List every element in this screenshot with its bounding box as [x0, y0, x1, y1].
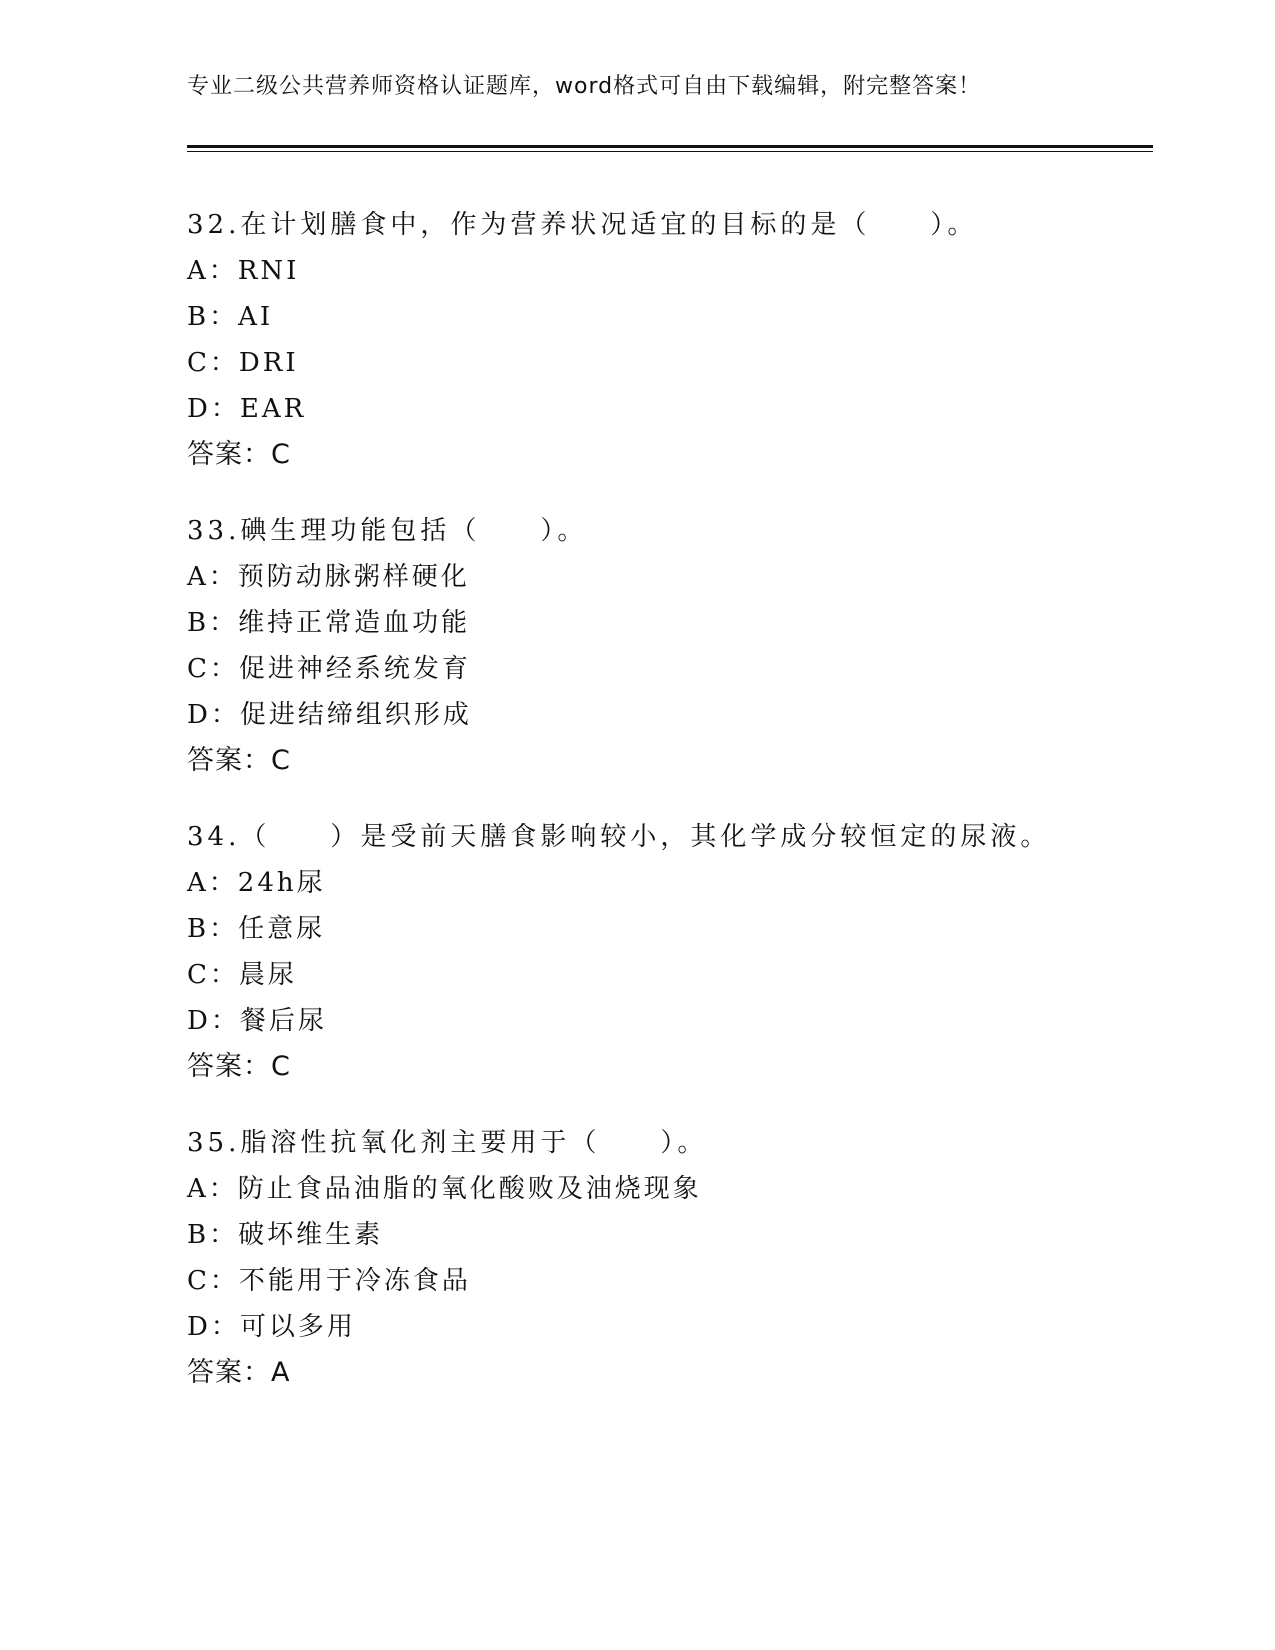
- option-d: D：餐后尿: [187, 1006, 327, 1036]
- option-a: A：预防动脉粥样硬化: [187, 562, 470, 592]
- option-b: B：破坏维生素: [187, 1220, 384, 1250]
- option-b: B：AI: [187, 302, 274, 332]
- option-a: A：RNI: [187, 256, 300, 286]
- option-c: C：晨尿: [187, 960, 297, 990]
- document-header: 专业二级公共营养师资格认证题库，word格式可自由下载编辑，附完整答案！: [187, 74, 982, 99]
- option-d: D：EAR: [187, 394, 307, 424]
- question-stem: 35.脂溶性抗氧化剂主要用于（ ）。: [187, 1128, 708, 1158]
- answer: 答案：C: [187, 1051, 291, 1082]
- question-34: [187, 814, 1147, 1090]
- option-b: B：任意尿: [187, 914, 326, 944]
- question-32: [187, 202, 1147, 478]
- question-stem: 32.在计划膳食中，作为营养状况适宜的目标的是（ ）。: [187, 210, 978, 240]
- header-divider: [187, 145, 1153, 152]
- question-33: [187, 508, 1147, 784]
- option-d: D：促进结缔组织形成: [187, 700, 472, 730]
- answer: 答案：C: [187, 439, 291, 470]
- option-b: B：维持正常造血功能: [187, 608, 471, 638]
- option-a: A：24h尿: [187, 868, 326, 898]
- answer: 答案：A: [187, 1357, 291, 1388]
- option-c: C：不能用于冷冻食品: [187, 1266, 471, 1296]
- option-d: D：可以多用: [187, 1312, 356, 1342]
- option-c: C：促进神经系统发育: [187, 654, 471, 684]
- question-stem: 34.（ ）是受前天膳食影响较小，其化学成分较恒定的尿液。: [187, 822, 1051, 852]
- question-stem: 33.碘生理功能包括（ ）。: [187, 516, 588, 546]
- question-35: [187, 1120, 1147, 1396]
- answer: 答案：C: [187, 745, 291, 776]
- option-a: A：防止食品油脂的氧化酸败及油烧现象: [187, 1174, 702, 1204]
- option-c: C：DRI: [187, 348, 299, 378]
